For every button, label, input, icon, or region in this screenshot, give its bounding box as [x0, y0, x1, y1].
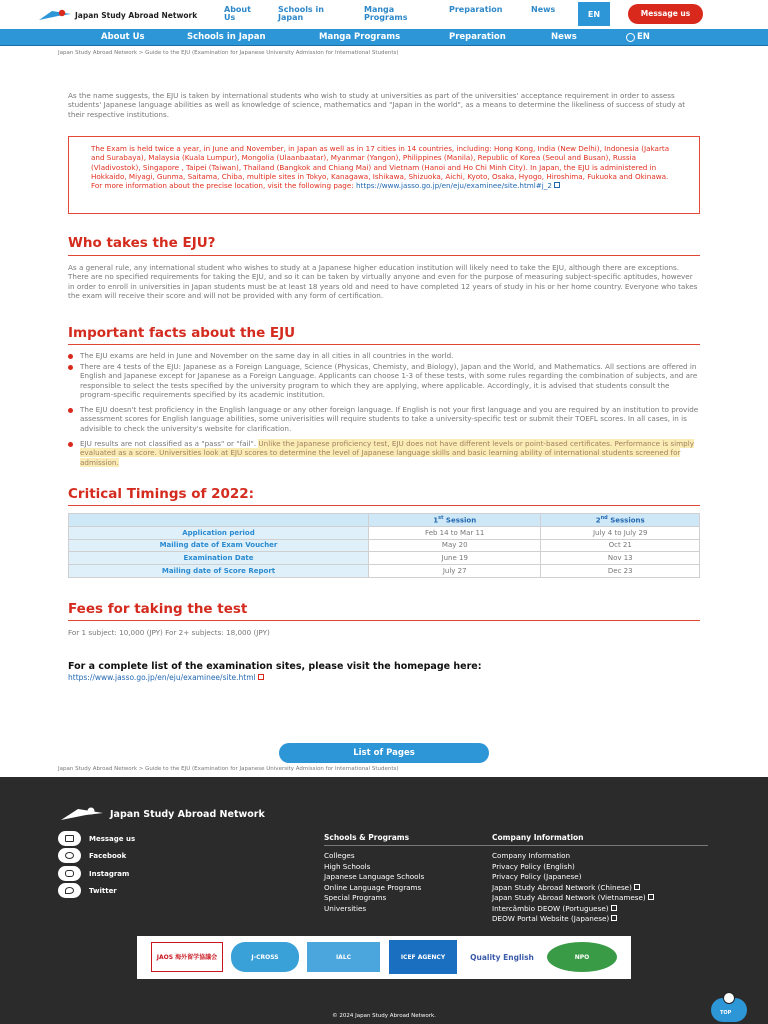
- mascot-head-icon: [723, 992, 735, 1004]
- social-message-us[interactable]: Message us: [58, 831, 135, 846]
- topnav-preparation[interactable]: Preparation: [449, 5, 503, 14]
- icef-agency-badge[interactable]: ICEF AGENCY: [389, 940, 457, 974]
- examination-sites-link[interactable]: https://www.jasso.go.jp/en/eju/examinee/site.html: [68, 673, 264, 682]
- footer-link[interactable]: Colleges: [324, 851, 355, 860]
- highlighted-text: Unlike the Japanese proficiency test, EJU does not have different levels or point-based certificates. Performance is simply evaluated as a score. Universities look at EJU scores to determine the level of Japanese language skills and basic learning ability of international students screened for admission.: [80, 439, 694, 467]
- plane-logo-icon: [38, 8, 72, 22]
- session-1-value: July 27: [369, 565, 541, 578]
- table-header-session-1: 1st Session: [369, 514, 541, 527]
- external-link-icon: [611, 905, 617, 911]
- external-link-icon: [611, 915, 617, 921]
- bullet-icon: [68, 365, 73, 370]
- topnav-news[interactable]: News: [531, 5, 556, 14]
- logo-text: Japan Study Abroad Network: [75, 10, 198, 20]
- footer-logo[interactable]: Japan Study Abroad Network: [60, 805, 265, 823]
- row-label: Examination Date: [69, 552, 369, 565]
- fees-text: For 1 subject: 10,000 (JPY) For 2+ subjects: 18,000 (JPY): [68, 628, 270, 637]
- timings-heading: Critical Timings of 2022:: [68, 486, 255, 502]
- table-row: [69, 526, 700, 539]
- social-facebook[interactable]: Facebook: [58, 848, 126, 863]
- external-link-icon: [634, 884, 640, 890]
- footer-link[interactable]: Privacy Policy (English): [492, 861, 575, 871]
- globe-icon: [626, 33, 635, 42]
- notice-text: The Exam is held twice a year, in June and November, in Japan as well as in 17 cities in 14 countries, including: Hong Kong, India (New Delhi), Indonesia (Jakarta and Surabaya), Malaysia (Kuala Lumpur), Mongolia (Ulaanbaatar), Myanmar (Yangon), Philippines (Manila), Republic of Korea (Seoul and Busan), Russia (Vladivostok), Singapore , Taipei (Taiwan), Thailand (Bangkok and Chiang Mai) and Vietnam (Hanoi and Ho Chi Minh City). In Japan, the EJU is administered in Hokkaido, Miyagi, Gunma, Saitama, Chiba, multiple sites in Tokyo, Kanagawa, Ishikawa, Shizuoka, Aichi, Kyoto, Osaka, Hyogo, Hiroshima, Fukuoka and Okinawa. For more information about the precise location, visit the following page:: [91, 144, 670, 191]
- nav-language[interactable]: EN: [626, 32, 650, 42]
- session-2-value: Oct 21: [541, 539, 700, 552]
- footer-link[interactable]: Intercâmbio DEOW (Portuguese): [492, 904, 708, 915]
- facebook-icon: [58, 848, 81, 863]
- session-2-value: July 4 to July 29: [541, 526, 700, 539]
- session-2-value: Nov 13: [541, 552, 700, 565]
- envelope-icon: [58, 831, 81, 846]
- twitter-icon: [58, 883, 81, 898]
- topnav-schools-in-japan[interactable]: Schools in Japan: [278, 5, 324, 22]
- footer-link[interactable]: Japan Study Abroad Network (Vietnamese): [492, 893, 708, 904]
- main-navbar: [0, 29, 768, 46]
- bullet-icon: [68, 408, 73, 413]
- footer-link[interactable]: Japanese Language Schools: [324, 872, 425, 881]
- nav-preparation[interactable]: Preparation: [449, 32, 506, 42]
- session-1-value: June 19: [369, 552, 541, 565]
- nav-manga-programs[interactable]: Manga Programs: [319, 32, 401, 42]
- table-header-blank: [69, 514, 369, 527]
- quality-english-badge[interactable]: Quality English: [470, 952, 534, 962]
- who-paragraph: As a general rule, any international student who wishes to study at a Japanese higher education institution will likely need to take the EJU, although there are exceptions. There are no specified requirements for taking the EJU, and so it can be taken by virtually anyone and even for the purpose of measuring subject-specific aptitudes, however in order to enroll in universities in Japan students must be at least 18 years old and need to have completed 12 years of study in his or her home country. Everyone who takes the exam will receive their score and will not be provided with any form of certification.: [68, 263, 698, 300]
- company-info-column: [492, 833, 708, 925]
- session-2-value: Dec 23: [541, 565, 700, 578]
- list-item: There are 4 tests of the EJU: Japanese as a Foreign Language, Science (Physicas, Chemisty, and Biology), Japan and the World, and Mathematics. All sections are offered in English and Japanese except for Japanese as a Foreign Language. Applicants can choose 1-3 of these tests, with some rules regarding the combination of subjects, and are responsible to select the tests specified by the university program to which they are applying, where applicable. Accordingly, it is advised that students consult the program-specific requirements specified by its academic institution.: [68, 362, 700, 399]
- topnav-about-us[interactable]: About Us: [224, 5, 251, 22]
- message-us-button[interactable]: Message us: [628, 4, 703, 24]
- footer-link[interactable]: DEOW Portal Website (Japanese): [492, 914, 708, 925]
- npo-badge[interactable]: NPO: [547, 942, 617, 972]
- bullet-icon: [68, 442, 73, 447]
- table-row: [69, 565, 700, 578]
- copyright: © 2024 Japan Study Abroad Network.: [332, 1013, 436, 1019]
- list-item: The EJU exams are held in June and November on the same day in all cities in all countries in the world.: [68, 351, 700, 360]
- footer-link[interactable]: Company Information: [492, 851, 571, 860]
- footer-link[interactable]: Special Programs: [324, 893, 387, 902]
- footer-link[interactable]: High Schools: [324, 861, 371, 871]
- session-1-value: Feb 14 to Mar 11: [369, 526, 541, 539]
- row-label: Mailing date of Exam Voucher: [69, 539, 369, 552]
- table-row: [69, 552, 700, 565]
- footer-link[interactable]: Universities: [324, 903, 367, 913]
- jasso-site-link[interactable]: https://www.jasso.go.jp/en/eju/examinee/site.html#j_2: [356, 181, 560, 190]
- nav-schools-in-japan[interactable]: Schools in Japan: [187, 32, 266, 42]
- table-header-session-2: 2nd Sessions: [541, 514, 700, 527]
- row-label: Application period: [69, 526, 369, 539]
- back-to-top-button[interactable]: TOP: [707, 991, 757, 1024]
- top-header: [0, 0, 768, 30]
- fees-heading: Fees for taking the test: [68, 601, 248, 617]
- list-of-pages-button[interactable]: List of Pages: [279, 743, 489, 763]
- topnav-manga-programs[interactable]: Manga Programs: [364, 5, 408, 22]
- language-button[interactable]: EN: [578, 2, 610, 26]
- external-link-icon: [258, 674, 264, 680]
- timings-table: [68, 513, 700, 578]
- list-item: The EJU doesn't test proficiency in the English language or any other foreign language. If English is not your first language and you are required by an institution to provide assessment scores for English language abilities, some univerisities will require students to take a university-specific test or submit their TOEFL scores. In all cases, in is advisible to check the university's website for clarification.: [68, 405, 700, 433]
- jaos-badge[interactable]: JAOS 海外留学協議会: [151, 942, 223, 972]
- divider: [68, 255, 700, 256]
- bullet-icon: [68, 354, 73, 359]
- footer-link[interactable]: Online Language Programs: [324, 882, 422, 892]
- external-link-icon: [554, 182, 560, 188]
- site-logo[interactable]: [38, 8, 197, 22]
- divider: [68, 505, 700, 506]
- breadcrumb-bottom[interactable]: Japan Study Abroad Network > Guide to the EJU (Examination for Japanese University Admission for International Students): [58, 766, 399, 772]
- row-label: Mailing date of Score Report: [69, 565, 369, 578]
- external-link-icon: [648, 894, 654, 900]
- ialc-badge[interactable]: IALC: [307, 942, 380, 972]
- partner-badges: [137, 936, 631, 979]
- site-footer: [0, 777, 768, 1024]
- social-instagram[interactable]: Instagram: [58, 866, 129, 881]
- instagram-icon: [58, 866, 81, 881]
- j-cross-badge[interactable]: J-CROSS: [231, 942, 299, 972]
- divider: [68, 344, 700, 345]
- session-1-value: May 20: [369, 539, 541, 552]
- intro-paragraph: As the name suggests, the EJU is taken by international students who wish to study at universities as part of the universities' acceptance requirement in order to assess students' Japanese language abilities as well as knowledge of science, mathematics and "Japan in the world", as a means to determine the likeliness of success of study at their respective institutions.: [68, 91, 686, 119]
- complete-list-heading: For a complete list of the examination sites, please visit the homepage here:: [68, 661, 482, 672]
- social-twitter[interactable]: Twitter: [58, 883, 117, 898]
- table-row: [69, 539, 700, 552]
- facts-heading: Important facts about the EJU: [68, 325, 296, 341]
- breadcrumb[interactable]: Japan Study Abroad Network > Guide to the EJU (Examination for Japanese University Admission for International Students): [58, 50, 399, 56]
- exam-locations-notice: [68, 136, 700, 214]
- column-heading: Company Information: [492, 833, 708, 846]
- plane-logo-icon: [60, 805, 104, 823]
- nav-about-us[interactable]: About Us: [101, 32, 145, 42]
- footer-link[interactable]: Privacy Policy (Japanese): [492, 872, 582, 881]
- who-heading: Who takes the EJU?: [68, 235, 216, 251]
- list-item: EJU results are not classified as a "pass" or "fail". Unlike the Japanese proficiency test, EJU does not have different levels or point-based certificates. Performance is simply evaluated as a score. Universities look at EJU scores to determine the level of Japanese language skills and basic learning ability of international students screened for admission.: [68, 439, 700, 467]
- column-heading: Schools & Programs: [324, 833, 540, 846]
- divider: [68, 620, 700, 621]
- nav-news[interactable]: News: [551, 32, 577, 42]
- footer-link[interactable]: Japan Study Abroad Network (Chinese): [492, 883, 708, 894]
